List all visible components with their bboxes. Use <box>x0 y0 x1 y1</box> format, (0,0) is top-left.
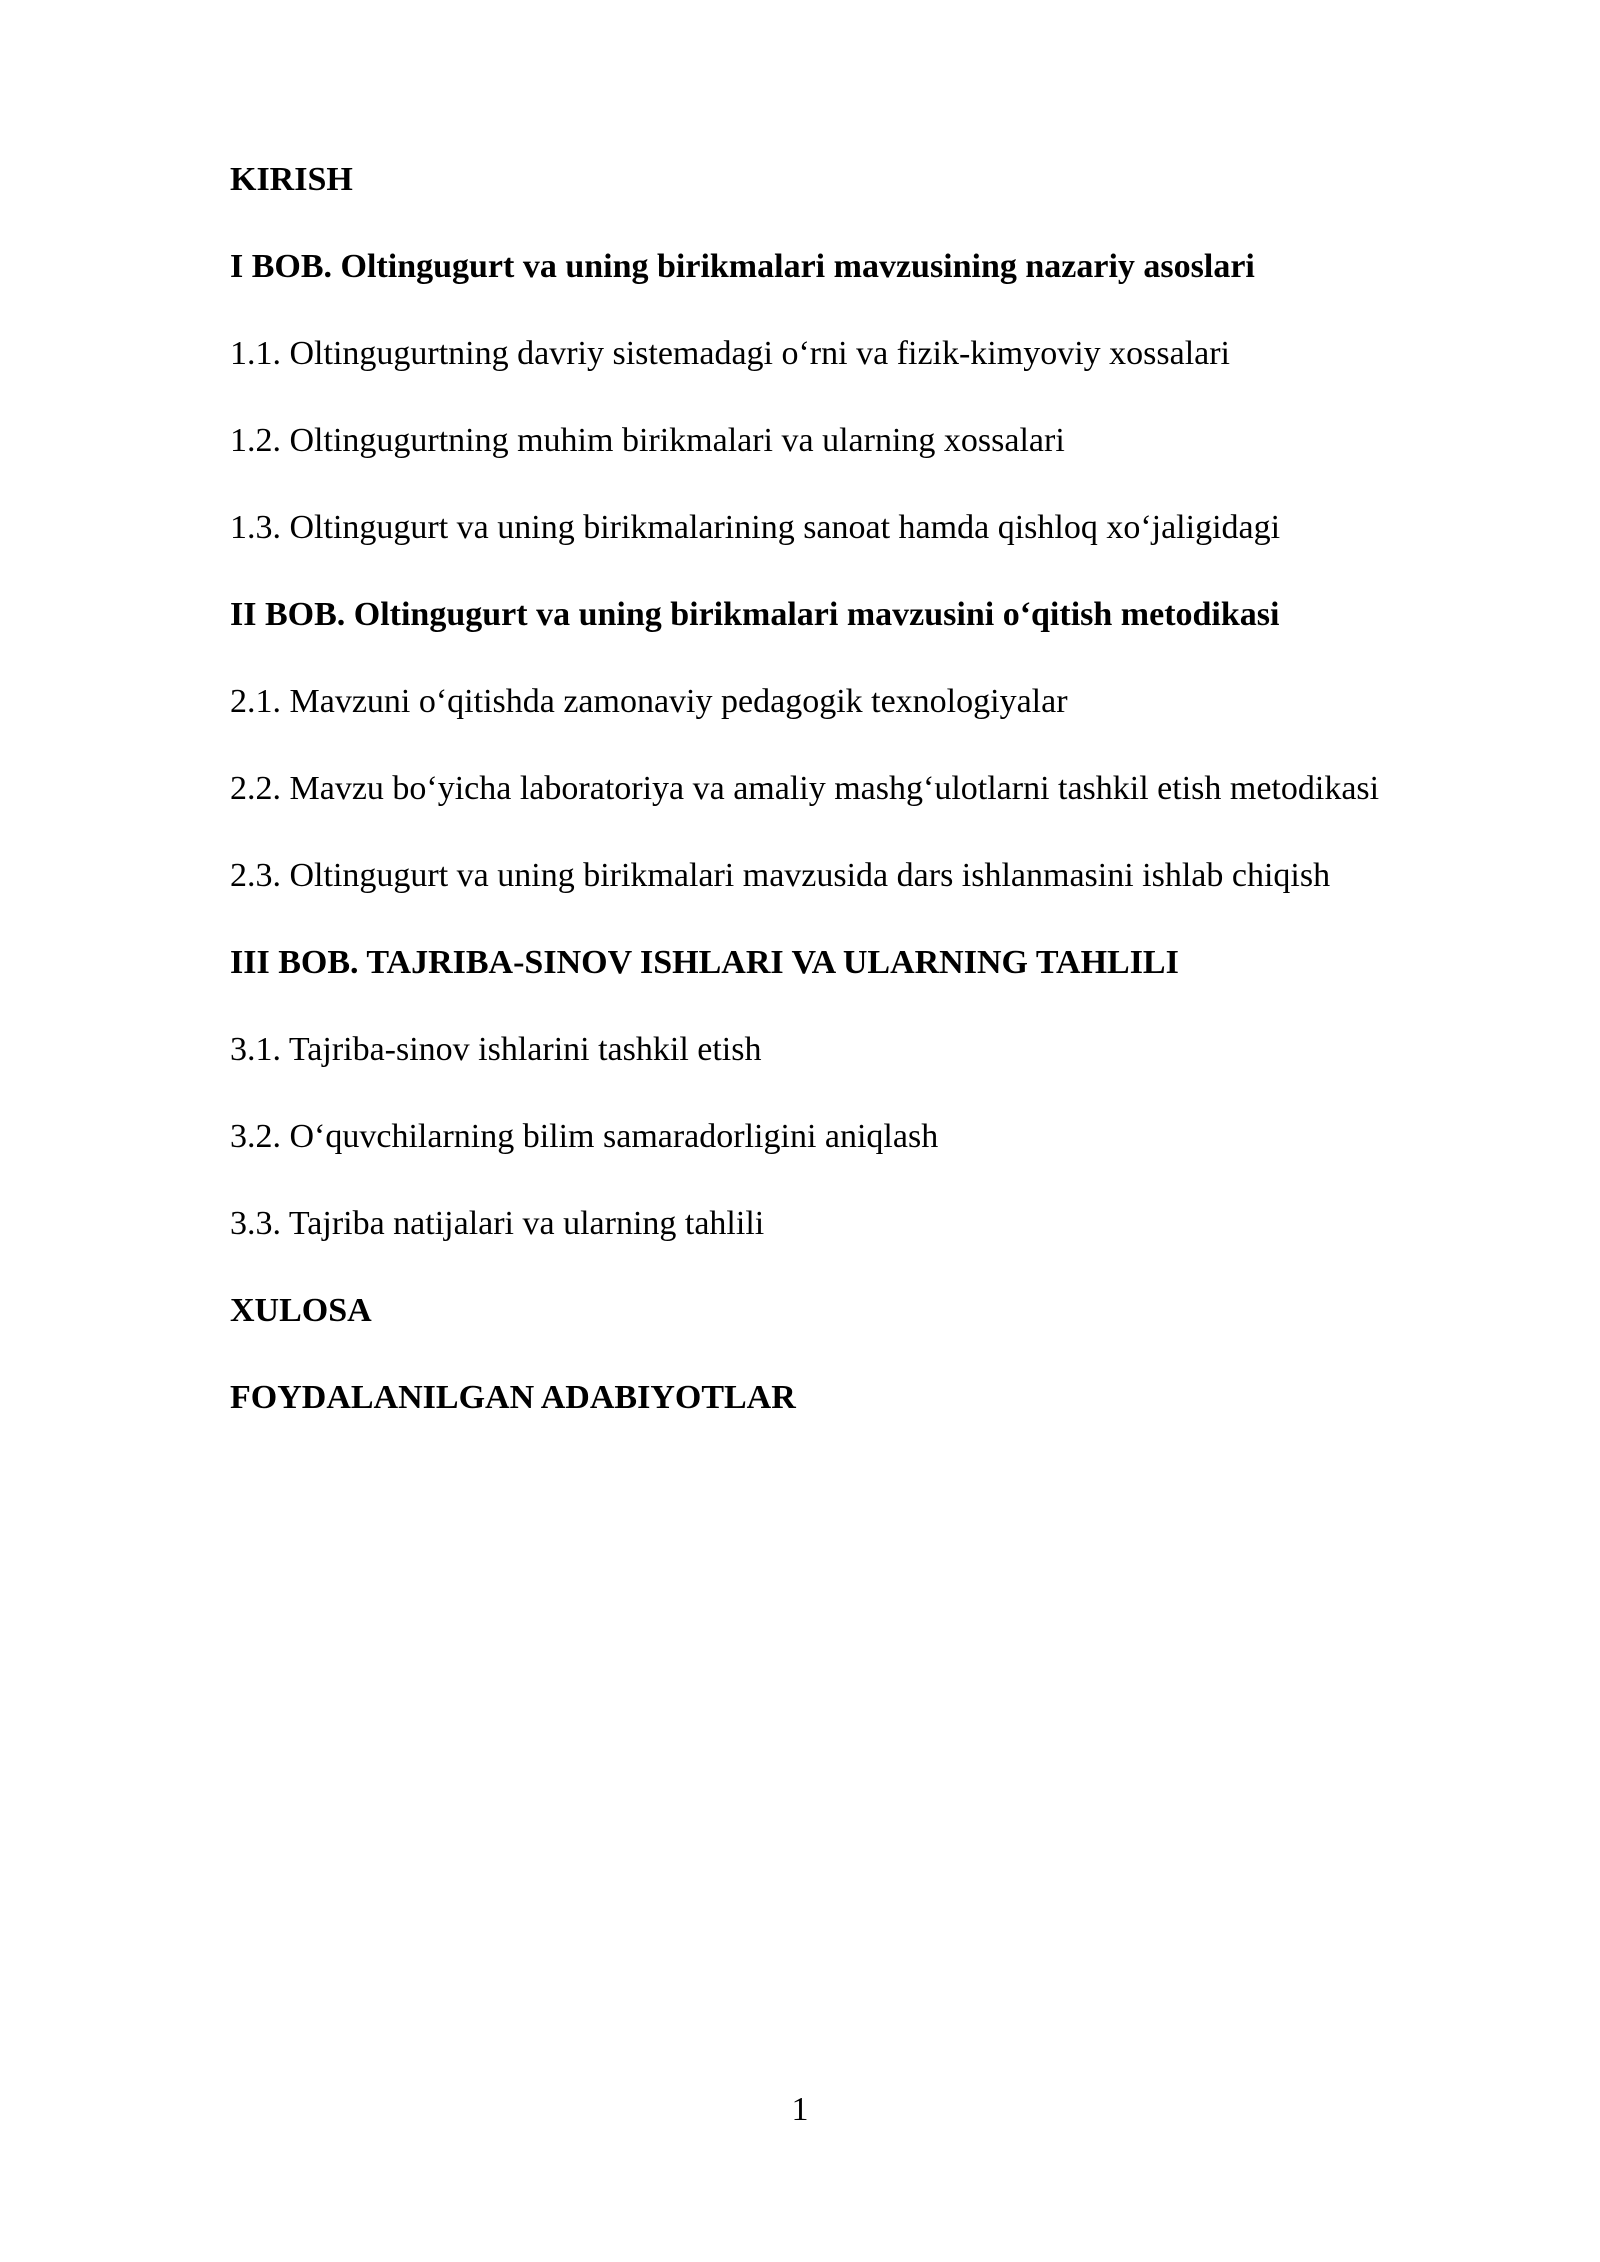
page-number: 1 <box>791 2091 809 2128</box>
toc-section-3-2: 3.2. O‘quvchilarning bilim samaradorligini aniqlash <box>230 1118 939 1155</box>
toc-section-2-3: 2.3. Oltingugurt va uning birikmalari mavzusida dars ishlanmasini ishlab chiqish <box>230 857 1331 894</box>
toc-section-1-1: 1.1. Oltingugurtning davriy sistemadagi o‘rni va fizik-kimyoviy xossalari <box>230 335 1230 372</box>
toc-introduction: KIRISH <box>230 161 353 198</box>
table-of-contents <box>230 148 1492 1453</box>
toc-section-3-1: 3.1. Tajriba-sinov ishlarini tashkil etish <box>230 1031 762 1068</box>
toc-chapter-3: III BOB. TAJRIBA-SINOV ISHLARI VA ULARNING TAHLILI <box>230 944 1179 981</box>
toc-section-2-2: 2.2. Mavzu bo‘yicha laboratoriya va amaliy mashg‘ulotlarni tashkil etish metodikasi <box>230 770 1380 807</box>
toc-conclusion: XULOSA <box>230 1292 372 1329</box>
toc-chapter-2: II BOB. Oltingugurt va uning birikmalari mavzusini o‘qitish metodikasi <box>230 596 1280 633</box>
toc-chapter-1: I BOB. Oltingugurt va uning birikmalari mavzusining nazariy asoslari <box>230 248 1255 285</box>
toc-section-1-3: 1.3. Oltingugurt va uning birikmalarining sanoat hamda qishloq xo‘jaligidagi <box>230 509 1281 546</box>
toc-section-2-1: 2.1. Mavzuni o‘qitishda zamonaviy pedagogik texnologiyalar <box>230 683 1068 720</box>
toc-section-3-3: 3.3. Tajriba natijalari va ularning tahlili <box>230 1205 765 1242</box>
toc-section-1-2: 1.2. Oltingugurtning muhim birikmalari va ularning xossalari <box>230 422 1065 459</box>
toc-references: FOYDALANILGAN ADABIYOTLAR <box>230 1379 796 1416</box>
